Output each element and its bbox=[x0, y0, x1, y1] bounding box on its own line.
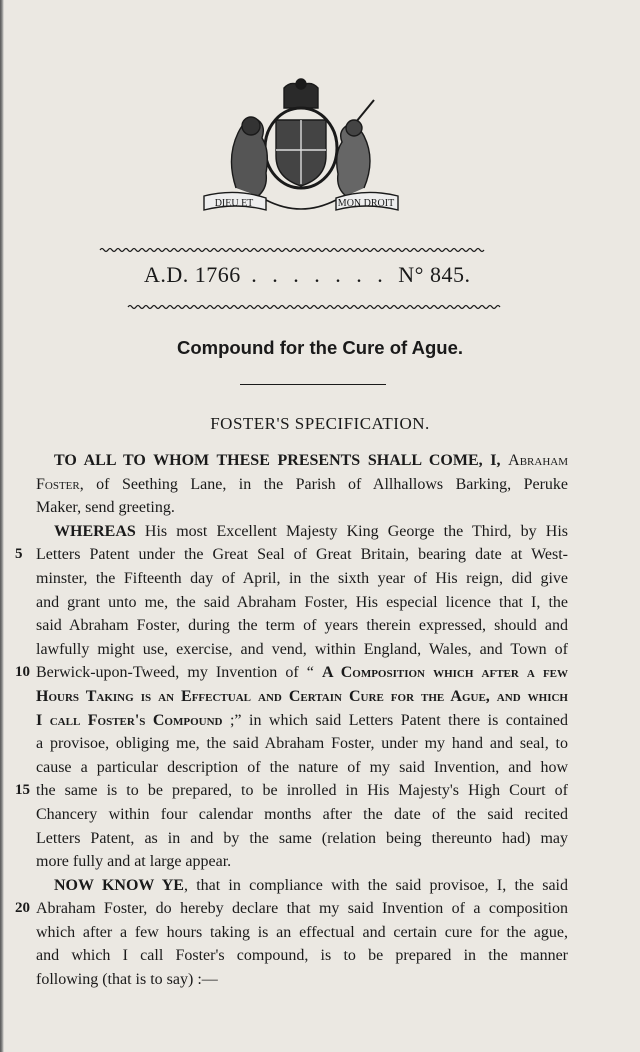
text-span: Abraham bbox=[508, 452, 568, 469]
royal-coat-of-arms-icon bbox=[196, 78, 406, 220]
text-span: TO ALL TO WHOM THESE PRESENTS SHALL COME, I, bbox=[54, 452, 509, 469]
text-line bbox=[36, 803, 568, 827]
text-span: Abraham Foster, do hereby declare that my said Invention of a composition bbox=[36, 900, 568, 918]
text-line bbox=[36, 685, 568, 709]
text-line bbox=[36, 614, 568, 638]
text-span: and grant unto me, the said Abraham Foster, His especial licence that I, the bbox=[36, 593, 568, 611]
text-span: more fully and at large appear. bbox=[36, 853, 232, 871]
text-line bbox=[36, 732, 568, 756]
text-span: Hours Taking is an Effectual and Certain Cure for the Ague, and which bbox=[36, 687, 568, 705]
text-span: Letters Patent under the Great Seal of Great Britain, bearing date at West- bbox=[36, 546, 568, 564]
motto-right: MON DROIT bbox=[337, 198, 395, 209]
text-span: the same is to be prepared, to be inrolled in His Majesty's High Court of bbox=[36, 782, 568, 800]
text-line bbox=[36, 850, 568, 874]
text-span: and which I call Foster's compound, is to be prepared in the manner bbox=[36, 947, 568, 965]
text-span: Berwick-upon-Tweed, my Invention of “ bbox=[36, 664, 322, 682]
text-span: lawfully might use, exercise, and vend, within England, Wales, and Town of bbox=[36, 640, 568, 658]
text-line bbox=[36, 473, 568, 497]
date-line bbox=[144, 262, 471, 288]
text-span: , that in compliance with the said provisoe, I, the said bbox=[183, 876, 568, 894]
wavy-rule-bottom bbox=[128, 304, 488, 310]
patent-number: N° 845. bbox=[398, 262, 471, 287]
date-dots: . . . . . . . bbox=[240, 262, 399, 287]
text-line bbox=[36, 968, 568, 992]
text-span: WHEREAS bbox=[54, 522, 136, 540]
text-span: , of Seething Lane, in the Parish of Allhallows Barking, Peruke bbox=[79, 475, 568, 493]
text-line bbox=[36, 921, 568, 945]
title-rule bbox=[240, 384, 386, 385]
line-number: 10 bbox=[15, 664, 30, 681]
line-number: 5 bbox=[15, 546, 23, 563]
text-line bbox=[36, 638, 568, 662]
text-line bbox=[36, 874, 568, 898]
text-line bbox=[36, 449, 568, 473]
text-line bbox=[36, 567, 568, 591]
text-line bbox=[36, 591, 568, 615]
text-span: following (that is to say) :— bbox=[36, 971, 218, 989]
text-line bbox=[36, 756, 568, 780]
text-span: a provisoe, obliging me, the said Abraham Foster, under my hand and seal, to bbox=[36, 735, 568, 753]
text-span: Chancery within four calendar months after the date of the said recited bbox=[36, 805, 568, 823]
page-binding-edge bbox=[0, 0, 4, 1052]
document-title: Compound for the Cure of Ague. bbox=[176, 337, 464, 358]
line-number: 15 bbox=[15, 782, 30, 799]
text-span: said Abraham Foster, during the term of years therein expressed, should and bbox=[36, 617, 568, 635]
text-span: A Composition which after a few bbox=[321, 664, 569, 682]
text-span: minster, the Fifteenth day of April, in the sixth year of His reign, did give bbox=[36, 569, 568, 587]
text-line bbox=[15, 661, 569, 685]
wavy-rule-top bbox=[100, 247, 482, 253]
text-line bbox=[15, 897, 568, 921]
text-span: I call Foster's Compound bbox=[36, 711, 223, 729]
text-line bbox=[36, 520, 568, 544]
text-line bbox=[36, 827, 568, 851]
specification-heading: FOSTER'S SPECIFICATION. bbox=[210, 414, 430, 433]
line-number: 20 bbox=[15, 900, 30, 917]
specification-body bbox=[15, 449, 569, 992]
text-line bbox=[36, 496, 568, 520]
text-span: His most Excellent Majesty King George the Third, by His bbox=[135, 522, 568, 540]
text-span: cause a particular description of the nature of my said Invention, and how bbox=[36, 758, 568, 776]
text-span: Maker, send greeting. bbox=[36, 499, 175, 517]
text-span: ;” in which said Letters Patent there is contained bbox=[222, 711, 568, 729]
text-line bbox=[15, 779, 568, 803]
text-span: which after a few hours taking is an effectual and certain cure for the ague, bbox=[36, 923, 568, 941]
text-span: Foster bbox=[36, 475, 80, 493]
text-span: NOW KNOW YE bbox=[54, 876, 184, 894]
text-span: Letters Patent, as in and by the same (relation being thereunto had) may bbox=[36, 829, 568, 847]
motto-left: DIEU ET bbox=[214, 198, 254, 209]
text-line bbox=[15, 543, 568, 567]
text-line bbox=[36, 944, 568, 968]
date-prefix: A.D. 1766 bbox=[144, 262, 241, 287]
text-line bbox=[36, 709, 568, 733]
